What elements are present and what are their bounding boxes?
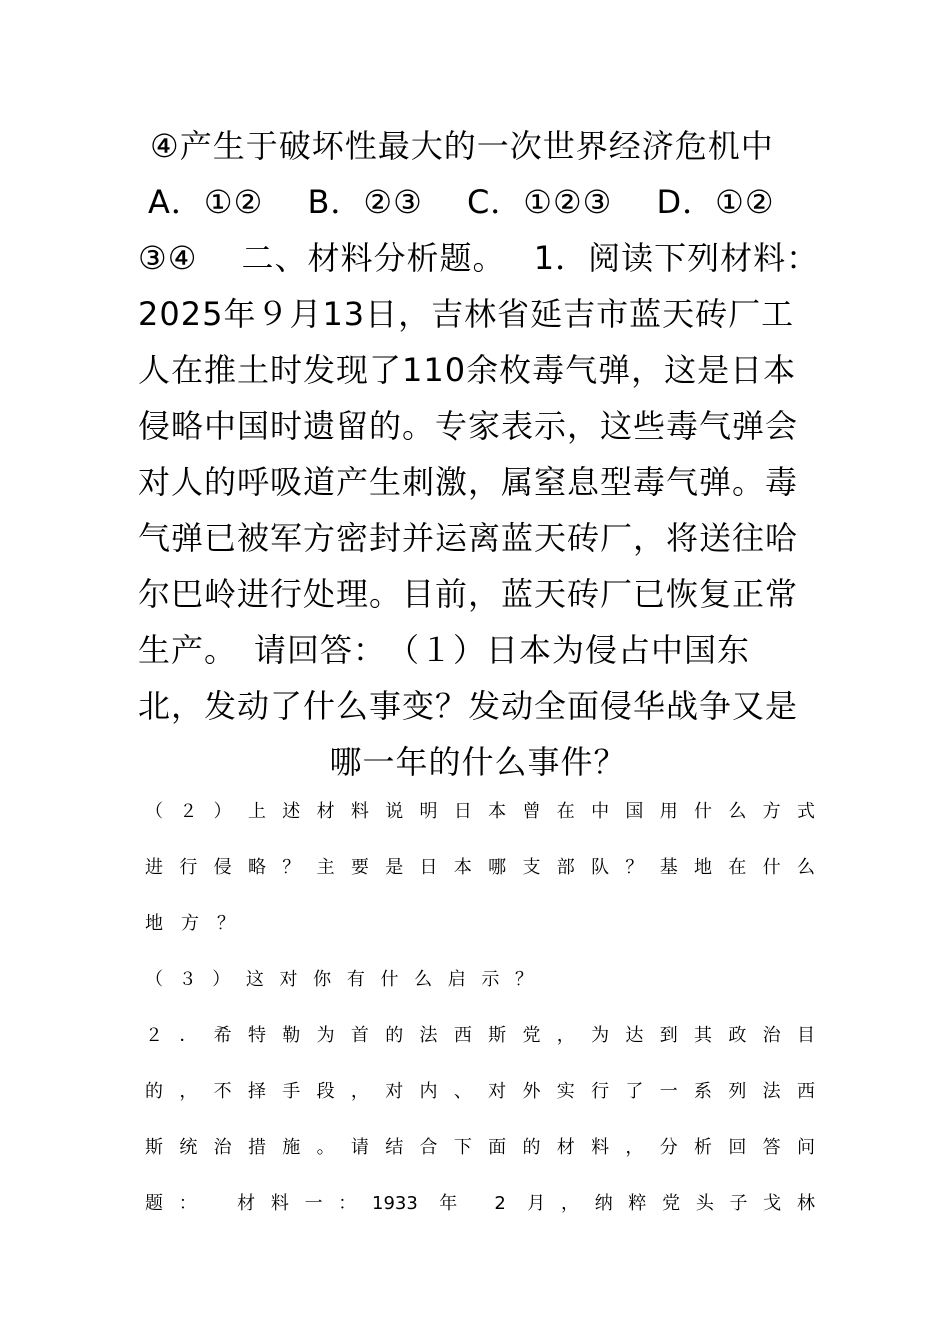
problem-2-line-1: ２．希特勒为首的法西斯党，为达到其政治目: [145, 1025, 815, 1046]
material-text-line-2: 人在推土时发现了110余枚毒气弹，这是日本: [138, 351, 797, 389]
material-text-line-3: 侵略中国时遗留的。专家表示，这些毒气弹会: [138, 407, 799, 445]
problem-2-line-2: 的，不择手段，对内、对外实行了一系列法西: [145, 1081, 815, 1102]
option-line-4: ④产生于破坏性最大的一次世界经济危机中: [150, 127, 774, 165]
material-text-line-5: 气弹已被军方密封并运离蓝天砖厂，将送往哈: [138, 519, 799, 557]
question-text-line-1: 生产。 请回答： （１）日本为侵占中国东: [138, 631, 751, 669]
question-text-line-2: 北，发动了什么事变？发动全面侵华战争又是: [138, 687, 799, 725]
question-text-line-3: 哪一年的什么事件？: [329, 743, 627, 781]
material-text-line-6: 尔巴岭进行处理。目前，蓝天砖厂已恢复正常: [138, 575, 799, 613]
question-2-line-2: 进行侵略？主要是日本哪支部队？基地在什么: [145, 857, 815, 878]
answer-choices-line: A．①② B．②③ C．①②③ D．①②: [148, 183, 775, 221]
question-2-line-1: （２）上述材料说明日本曾在中国用什么方式: [145, 801, 815, 822]
problem-2-line-4: 题： 材料一：1933 年 2 月，纳粹党头子戈林: [145, 1193, 815, 1214]
material-text-line-1: 2025年９月13日，吉林省延吉市蓝天砖厂工: [138, 295, 795, 333]
question-2-line-3: 地方？: [145, 913, 235, 934]
material-text-line-4: 对人的呼吸道产生刺激，属窒息型毒气弹。毒: [138, 463, 799, 501]
section-heading-line: ③④ 二、材料分析题。 1．阅读下列材料：: [138, 239, 820, 277]
question-3-line: （３）这对你有什么启示？: [145, 969, 533, 990]
problem-2-line-3: 斯统治措施。请结合下面的材料，分析回答问: [145, 1137, 815, 1158]
